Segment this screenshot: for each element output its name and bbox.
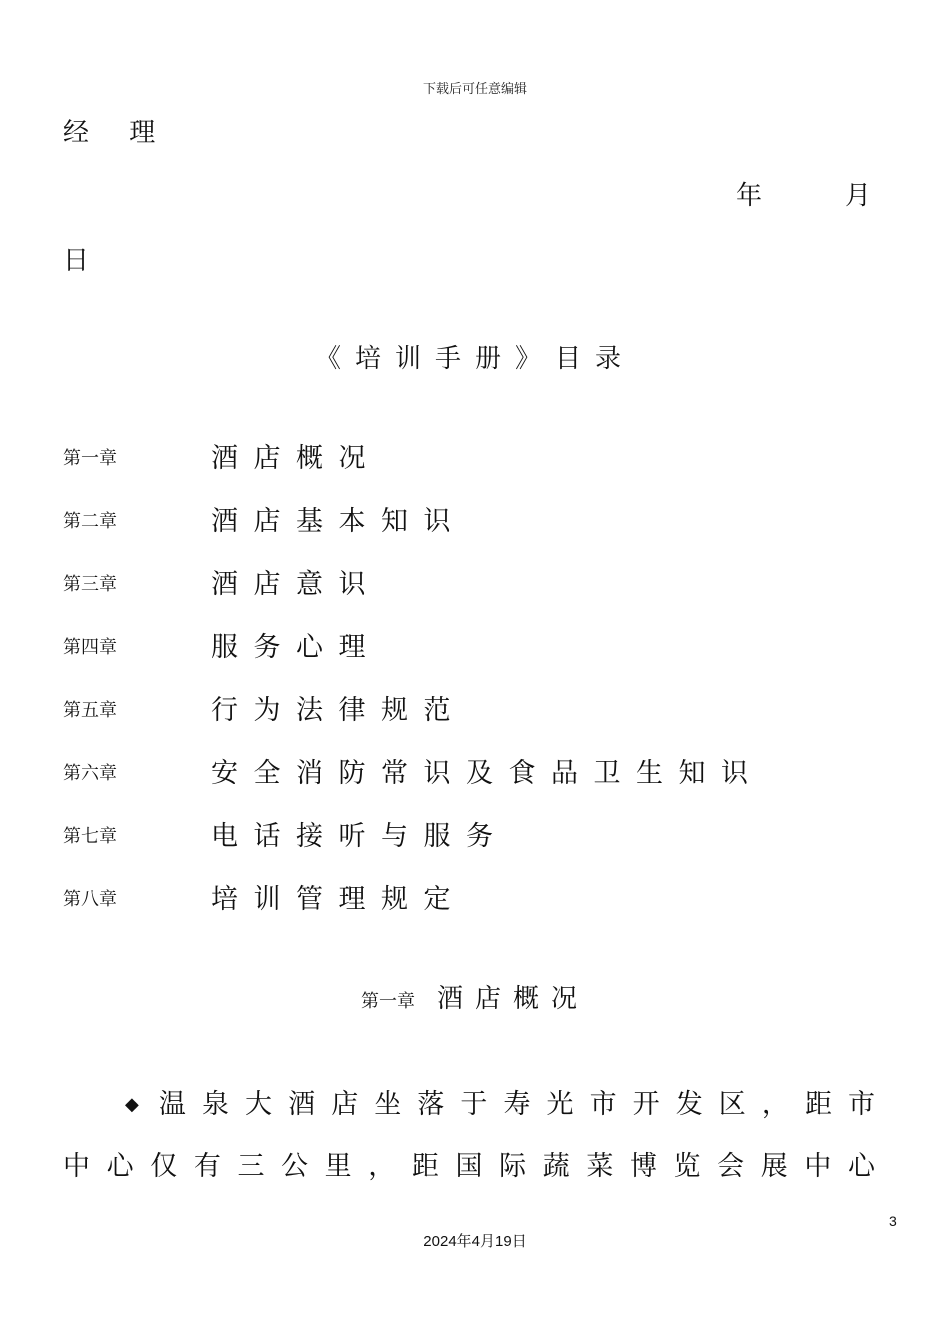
toc-chapter-number: 第二章 bbox=[63, 511, 117, 532]
toc-chapter-title: 培训管理规定 bbox=[211, 884, 466, 915]
day-label: 日 bbox=[63, 246, 90, 276]
toc-title: 《培训手册》目录 bbox=[314, 344, 635, 374]
month-label: 月 bbox=[845, 181, 872, 211]
toc-chapter-title: 电话接听与服务 bbox=[211, 821, 509, 852]
toc-item[interactable] bbox=[63, 562, 883, 625]
chapter-number: 第一章 bbox=[360, 991, 415, 1012]
manager-signature-label: 经 理 bbox=[63, 118, 172, 148]
toc-chapter-number: 第七章 bbox=[63, 826, 117, 847]
page-number: 3 bbox=[889, 1213, 897, 1229]
toc-chapter-number: 第八章 bbox=[63, 889, 117, 910]
header-note: 下载后可任意编辑 bbox=[422, 82, 527, 97]
paragraph-line-1 bbox=[63, 1074, 875, 1136]
toc-chapter-title: 服务心理 bbox=[211, 632, 381, 663]
toc-chapter-number: 第六章 bbox=[63, 763, 117, 784]
toc-item[interactable] bbox=[63, 751, 883, 814]
toc-chapter-number: 第四章 bbox=[63, 637, 117, 658]
toc-chapter-number: 第一章 bbox=[63, 448, 117, 469]
toc-item[interactable] bbox=[63, 814, 883, 877]
toc-chapter-title: 酒店基本知识 bbox=[211, 506, 466, 537]
toc-item[interactable] bbox=[63, 499, 883, 562]
toc-chapter-title: 安全消防常识及食品卫生知识 bbox=[211, 758, 764, 789]
year-label: 年 bbox=[736, 181, 763, 211]
diamond-bullet-icon: ◆ bbox=[125, 1094, 155, 1115]
toc-item[interactable] bbox=[63, 436, 883, 499]
footer-date: 2024年4月19日 bbox=[423, 1233, 527, 1250]
toc-item[interactable] bbox=[63, 688, 883, 751]
body-paragraph bbox=[63, 1074, 875, 1198]
paragraph-text-1: 温泉大酒店坐落于寿光市开发区，距市 bbox=[158, 1089, 876, 1120]
toc-item[interactable] bbox=[63, 625, 883, 688]
toc-chapter-number: 第三章 bbox=[63, 574, 117, 595]
toc-item[interactable] bbox=[63, 877, 883, 940]
toc-chapter-number: 第五章 bbox=[63, 700, 117, 721]
toc-chapter-title: 行为法律规范 bbox=[211, 695, 466, 726]
chapter-heading bbox=[0, 978, 950, 1015]
paragraph-line-2: 中心仅有三公里，距国际蔬菜博览会展中心 bbox=[63, 1151, 875, 1182]
toc-chapter-title: 酒店意识 bbox=[211, 569, 381, 600]
toc-chapter-title: 酒店概况 bbox=[211, 443, 381, 474]
chapter-title: 酒店概况 bbox=[436, 984, 589, 1014]
toc-list bbox=[63, 436, 883, 940]
